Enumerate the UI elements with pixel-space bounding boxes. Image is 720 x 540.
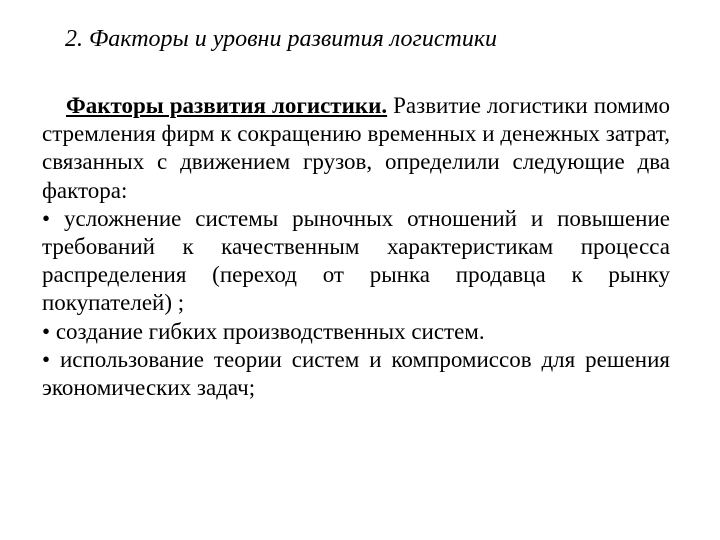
- intro-lead: Факторы развития логистики.: [66, 93, 388, 118]
- bullet-item: [42, 346, 670, 402]
- bullet-marker: •: [42, 346, 51, 372]
- bullet-marker: •: [42, 318, 51, 344]
- bullet-text: создание гибких производственных систем.: [55, 318, 485, 344]
- intro-text: Развитие логистики помимо стремления фирм к сокращению временных и денежных затрат, связанных с движением грузов, определили следующие два фактора:: [42, 93, 671, 203]
- slide-title: 2. Факторы и уровни развития логистики: [65, 26, 498, 52]
- bullet-item: [42, 318, 670, 346]
- bullet-text: усложнение системы рыночных отношений и повышение требований к качественным характеристикам процесса распределения (переход от рынка продавца к рынку покупателей) ;: [42, 205, 670, 316]
- bullet-text: использование теории систем и компромиссов для решения экономических задач;: [42, 346, 670, 401]
- intro-paragraph: [42, 92, 670, 205]
- slide-body: [42, 92, 670, 402]
- bullet-item: [42, 205, 670, 318]
- bullet-marker: •: [42, 205, 51, 231]
